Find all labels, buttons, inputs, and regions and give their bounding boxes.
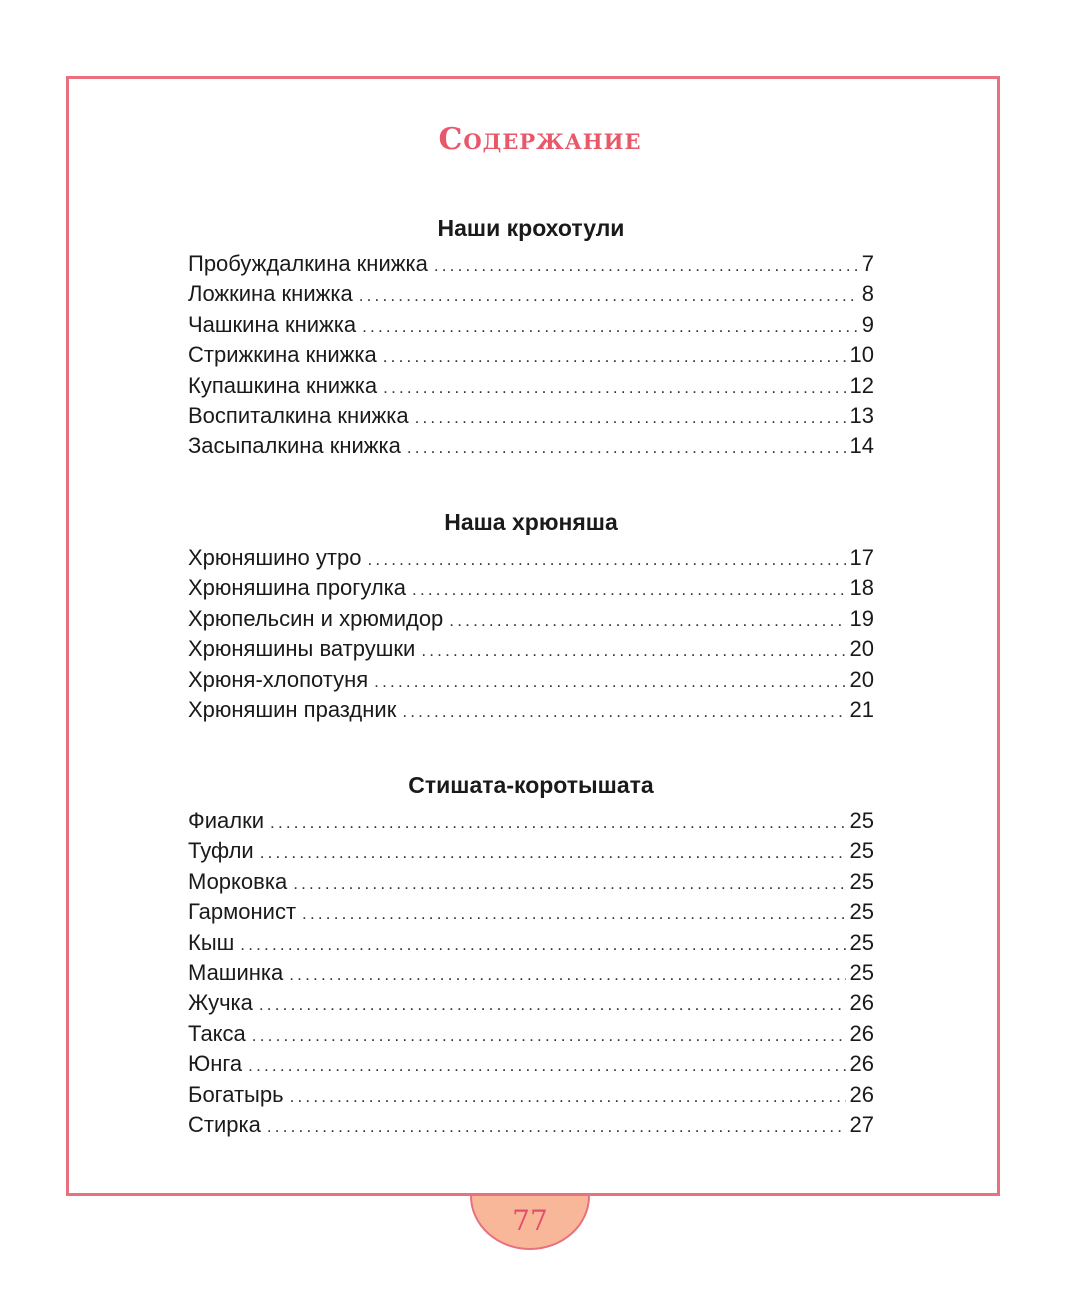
dot-leader: [302, 899, 845, 929]
toc-entry: [188, 634, 874, 664]
toc-entry: [188, 836, 874, 866]
toc-entry: [188, 543, 874, 573]
toc-entry: [188, 573, 874, 603]
entry-title: Хрюняшины ватрушки: [188, 636, 416, 662]
dot-leader: [402, 697, 845, 727]
dot-leader: [267, 1112, 846, 1142]
entry-title: Пробуждалкина книжка: [188, 251, 428, 276]
toc-entry: [188, 249, 874, 279]
entry-page: 17: [849, 545, 874, 570]
toc-entry: [188, 1080, 874, 1110]
toc-entry: [188, 928, 874, 958]
dot-leader: [252, 1021, 846, 1051]
entry-title: Ложкина книжка: [188, 281, 353, 307]
toc-entry: [188, 279, 874, 309]
entry-page: 9: [861, 311, 874, 337]
dot-leader: [240, 930, 845, 960]
entry-page: 26: [849, 1051, 874, 1077]
entry-page: 26: [849, 1081, 874, 1107]
entry-title: Жучка: [188, 990, 253, 1016]
dot-leader: [374, 667, 845, 697]
entry-title: Купашкина книжка: [188, 372, 378, 398]
toc-entry: [188, 431, 874, 461]
toc-entry: [188, 1049, 874, 1079]
page-title: Содержание: [438, 122, 642, 157]
toc-entry: [188, 958, 874, 988]
dot-leader: [362, 312, 858, 342]
toc-entry: [188, 340, 874, 370]
toc-entry: [188, 310, 874, 340]
entry-page: 10: [849, 342, 874, 368]
entry-title: Воспиталкина книжка: [188, 402, 409, 428]
toc-entry: [188, 604, 874, 634]
entry-title: Гармонист: [188, 899, 297, 925]
dot-leader: [290, 1082, 846, 1112]
dot-leader: [270, 808, 846, 838]
dot-leader: [449, 606, 845, 636]
dot-leader: [415, 403, 846, 433]
entry-page: 7: [861, 251, 874, 276]
toc-entry: [188, 695, 874, 725]
dot-leader: [434, 251, 858, 281]
entry-title: Хрюняшино утро: [188, 545, 362, 570]
entry-page: 25: [849, 808, 874, 833]
dot-leader: [293, 869, 845, 899]
toc-entry: [188, 867, 874, 897]
entry-title: Засыпалкина книжка: [188, 433, 401, 459]
entry-title: Чашкина книжка: [188, 311, 357, 337]
page-number-badge: [470, 1196, 590, 1250]
entry-title: Кыш: [188, 929, 235, 955]
entry-page: 13: [849, 402, 874, 428]
dot-leader: [383, 342, 846, 372]
toc-section: [188, 213, 874, 462]
entry-page: 25: [849, 959, 874, 985]
dot-leader: [421, 636, 845, 666]
entry-page: 25: [849, 899, 874, 925]
entry-title: Такса: [188, 1020, 246, 1046]
dot-leader: [260, 838, 846, 868]
entry-page: 21: [849, 696, 874, 722]
entry-title: Машинка: [188, 959, 284, 985]
dot-leader: [407, 433, 846, 463]
entry-title: Морковка: [188, 868, 288, 894]
entry-page: 27: [849, 1111, 874, 1137]
entry-page: 14: [849, 433, 874, 459]
entry-page: 25: [849, 929, 874, 955]
entry-title: Хрюняшин праздник: [188, 696, 397, 722]
entry-title: Юнга: [188, 1051, 243, 1077]
entry-page: 12: [849, 372, 874, 398]
dot-leader: [367, 545, 845, 575]
entry-title: Хрюняшина прогулка: [188, 575, 407, 601]
entry-page: 8: [861, 281, 874, 307]
toc-entry: [188, 1019, 874, 1049]
toc-entry: [188, 371, 874, 401]
entry-title: Туфли: [188, 838, 254, 864]
dot-leader: [383, 373, 845, 403]
toc-section: [188, 507, 874, 725]
toc-entry: [188, 806, 874, 836]
dot-leader: [259, 990, 846, 1020]
entry-title: Хрюпельсин и хрюмидор: [188, 605, 444, 631]
toc-entry: [188, 1110, 874, 1140]
entry-page: 19: [849, 605, 874, 631]
toc-section: [188, 770, 874, 1140]
entry-page: 20: [849, 666, 874, 692]
toc-entry: [188, 401, 874, 431]
entry-page: 26: [849, 990, 874, 1016]
dot-leader: [359, 281, 858, 311]
toc-entry: [188, 988, 874, 1018]
entry-title: Хрюня-хлопотуня: [188, 666, 369, 692]
entry-page: 20: [849, 636, 874, 662]
entry-title: Фиалки: [188, 808, 265, 833]
entry-page: 18: [849, 575, 874, 601]
section-heading: Наши крохотули: [437, 215, 625, 241]
toc-entry: [188, 897, 874, 927]
toc-entry: [188, 665, 874, 695]
entry-title: Стрижкина книжка: [188, 342, 377, 368]
entry-title: Стирка: [188, 1111, 261, 1137]
section-heading: Наша хрюняша: [444, 509, 618, 535]
entry-page: 25: [849, 838, 874, 864]
dot-leader: [248, 1051, 845, 1081]
page-number: 77: [512, 1204, 548, 1237]
section-heading: Стишата-коротышата: [408, 772, 654, 798]
entry-page: 25: [849, 868, 874, 894]
dot-leader: [412, 575, 846, 605]
dot-leader: [289, 960, 845, 990]
entry-page: 26: [849, 1020, 874, 1046]
entry-title: Богатырь: [188, 1081, 284, 1107]
